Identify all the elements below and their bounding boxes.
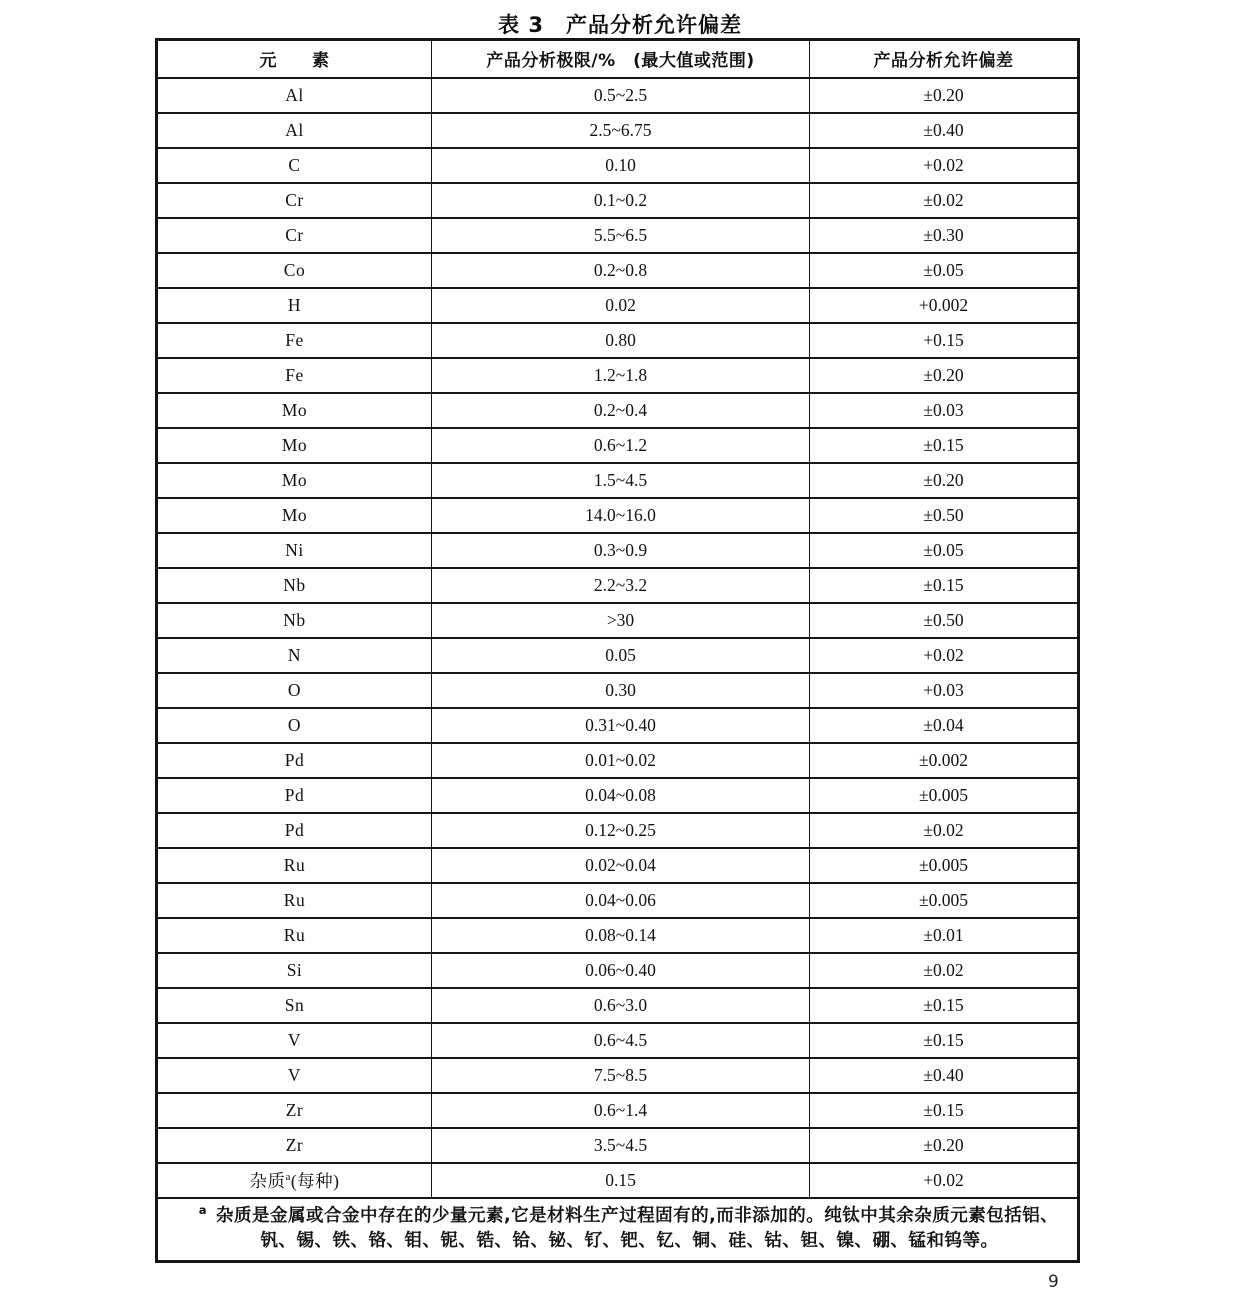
table-row: [157, 78, 1079, 113]
cell-element: [157, 918, 432, 953]
cell-analysis-limit: 0.6~1.2: [432, 428, 810, 463]
cell-permissible-deviation: ±0.15: [810, 1023, 1079, 1058]
table-row: [157, 498, 1079, 533]
element-symbol: Mo: [281, 434, 308, 455]
cell-permissible-deviation: ±0.40: [810, 1058, 1079, 1093]
element-symbol: Si: [286, 959, 303, 980]
header-analysis-limit: 产品分析极限/% (最大值或范围): [432, 40, 810, 78]
cell-element: [157, 393, 432, 428]
cell-element: [157, 673, 432, 708]
cell-permissible-deviation: ±0.20: [810, 78, 1079, 113]
cell-analysis-limit: 7.5~8.5: [432, 1058, 810, 1093]
cell-permissible-deviation: ±0.05: [810, 253, 1079, 288]
table-row: [157, 883, 1079, 918]
cell-analysis-limit: 0.30: [432, 673, 810, 708]
table-row: [157, 813, 1079, 848]
table-row: [157, 253, 1079, 288]
cell-analysis-limit: 2.5~6.75: [432, 113, 810, 148]
cell-element: [157, 1058, 432, 1093]
table-row: [157, 953, 1079, 988]
table-row: [157, 358, 1079, 393]
table-row: [157, 1128, 1079, 1163]
cell-permissible-deviation: ±0.01: [810, 918, 1079, 953]
table-body: [157, 78, 1079, 1198]
cell-element: [157, 1093, 432, 1128]
cell-permissible-deviation: +0.02: [810, 638, 1079, 673]
cell-element: [157, 78, 432, 113]
page-number: 9: [1048, 1272, 1059, 1292]
table-row: [157, 568, 1079, 603]
product-analysis-table: [155, 38, 1080, 1263]
cell-permissible-deviation: ±0.02: [810, 813, 1079, 848]
element-symbol: O: [287, 714, 302, 735]
cell-analysis-limit: 0.80: [432, 323, 810, 358]
cell-analysis-limit: 0.05: [432, 638, 810, 673]
table-row: [157, 638, 1079, 673]
cell-permissible-deviation: ±0.005: [810, 848, 1079, 883]
table-row: [157, 988, 1079, 1023]
cell-permissible-deviation: +0.002: [810, 288, 1079, 323]
element-symbol: Co: [283, 259, 306, 280]
table-row: [157, 1093, 1079, 1128]
cell-element: [157, 1023, 432, 1058]
cell-analysis-limit: 0.02~0.04: [432, 848, 810, 883]
cell-permissible-deviation: ±0.02: [810, 953, 1079, 988]
cell-element: [157, 743, 432, 778]
cell-element: [157, 218, 432, 253]
cell-element: [157, 463, 432, 498]
table-row: [157, 778, 1079, 813]
element-symbol: Ru: [283, 924, 306, 945]
table-row: [157, 428, 1079, 463]
cell-analysis-limit: 0.2~0.4: [432, 393, 810, 428]
cell-permissible-deviation: ±0.05: [810, 533, 1079, 568]
element-symbol: Al: [285, 119, 304, 140]
cell-element: [157, 428, 432, 463]
cell-element: [157, 813, 432, 848]
cell-analysis-limit: 0.31~0.40: [432, 708, 810, 743]
cell-permissible-deviation: ±0.03: [810, 393, 1079, 428]
cell-analysis-limit: 0.04~0.08: [432, 778, 810, 813]
header-element: 元 素: [157, 40, 432, 78]
element-symbol: Fe: [285, 364, 304, 385]
cell-element: [157, 778, 432, 813]
element-symbol: Al: [285, 84, 304, 105]
cell-element: [157, 1163, 432, 1198]
element-symbol: V: [287, 1029, 302, 1050]
cell-element: [157, 288, 432, 323]
element-qualifier: (每种): [290, 1170, 340, 1191]
cell-permissible-deviation: ±0.15: [810, 568, 1079, 603]
cell-analysis-limit: 1.2~1.8: [432, 358, 810, 393]
cell-analysis-limit: 0.08~0.14: [432, 918, 810, 953]
cell-permissible-deviation: +0.03: [810, 673, 1079, 708]
cell-analysis-limit: 0.10: [432, 148, 810, 183]
cell-element: [157, 253, 432, 288]
cell-analysis-limit: 5.5~6.5: [432, 218, 810, 253]
footnote-line-1: [198, 1204, 1059, 1229]
cell-analysis-limit: 14.0~16.0: [432, 498, 810, 533]
cell-element: [157, 988, 432, 1023]
table-row: [157, 1023, 1079, 1058]
element-symbol: Fe: [285, 329, 304, 350]
cell-element: [157, 358, 432, 393]
element-symbol: Mo: [281, 504, 308, 525]
cell-permissible-deviation: +0.15: [810, 323, 1079, 358]
cell-analysis-limit: 0.5~2.5: [432, 78, 810, 113]
cell-element: [157, 183, 432, 218]
element-symbol: Cr: [285, 189, 304, 210]
cell-analysis-limit: 0.15: [432, 1163, 810, 1198]
cell-analysis-limit: 0.6~3.0: [432, 988, 810, 1023]
cell-element: [157, 113, 432, 148]
cell-permissible-deviation: ±0.005: [810, 778, 1079, 813]
cell-analysis-limit: 0.1~0.2: [432, 183, 810, 218]
cell-permissible-deviation: ±0.40: [810, 113, 1079, 148]
footnote-row: [157, 1198, 1079, 1262]
cell-permissible-deviation: ±0.20: [810, 463, 1079, 498]
table-row: [157, 463, 1079, 498]
cell-permissible-deviation: ±0.30: [810, 218, 1079, 253]
footnote-line-2: 钒、锡、铁、铬、钼、铌、锆、铪、铋、钌、钯、钇、铜、硅、钴、钽、镍、硼、锰和钨等。: [260, 1230, 999, 1251]
element-symbol: Pd: [284, 749, 305, 770]
cell-analysis-limit: 0.6~4.5: [432, 1023, 810, 1058]
element-symbol: V: [287, 1064, 302, 1085]
cell-permissible-deviation: ±0.04: [810, 708, 1079, 743]
table-row: [157, 603, 1079, 638]
table-row: [157, 288, 1079, 323]
table-row: [157, 533, 1079, 568]
element-symbol: Pd: [284, 784, 305, 805]
cell-analysis-limit: 0.2~0.8: [432, 253, 810, 288]
cell-permissible-deviation: ±0.15: [810, 1093, 1079, 1128]
cell-element: [157, 883, 432, 918]
cell-element: [157, 953, 432, 988]
element-symbol: Pd: [284, 819, 305, 840]
element-symbol: Ru: [283, 854, 306, 875]
cell-analysis-limit: 0.6~1.4: [432, 1093, 810, 1128]
element-symbol: C: [288, 154, 301, 175]
cell-element: [157, 708, 432, 743]
element-symbol: Nb: [283, 609, 306, 630]
table-row: [157, 393, 1079, 428]
cell-element: [157, 533, 432, 568]
element-footnote-marker: a: [285, 1170, 291, 1183]
element-symbol: Zr: [285, 1099, 304, 1120]
cell-element: [157, 638, 432, 673]
cell-analysis-limit: 0.04~0.06: [432, 883, 810, 918]
element-symbol: Zr: [285, 1134, 304, 1155]
cell-permissible-deviation: +0.02: [810, 1163, 1079, 1198]
cell-permissible-deviation: ±0.20: [810, 358, 1079, 393]
element-symbol: N: [287, 644, 302, 665]
cell-permissible-deviation: ±0.02: [810, 183, 1079, 218]
cell-permissible-deviation: ±0.002: [810, 743, 1079, 778]
element-symbol: Nb: [283, 574, 306, 595]
cell-analysis-limit: 0.02: [432, 288, 810, 323]
cell-permissible-deviation: ±0.50: [810, 498, 1079, 533]
table-row: [157, 743, 1079, 778]
element-symbol: Cr: [285, 224, 304, 245]
cell-element: [157, 568, 432, 603]
footnote-text-1: 杂质是金属或合金中存在的少量元素,它是材料生产过程固有的,而非添加的。纯钛中其余杂质元素包括铝、: [215, 1205, 1059, 1226]
cell-analysis-limit: 0.12~0.25: [432, 813, 810, 848]
element-symbol: O: [287, 679, 302, 700]
cell-analysis-limit: 2.2~3.2: [432, 568, 810, 603]
element-symbol: Ni: [285, 539, 304, 560]
cell-element: [157, 1128, 432, 1163]
table-row: [157, 183, 1079, 218]
table-row: [157, 848, 1079, 883]
table-row: [157, 113, 1079, 148]
cell-permissible-deviation: ±0.50: [810, 603, 1079, 638]
table-row: [157, 323, 1079, 358]
element-symbol: H: [287, 294, 302, 315]
table-title: 表 3 产品分析允许偏差: [498, 13, 742, 37]
cell-permissible-deviation: ±0.20: [810, 1128, 1079, 1163]
cell-permissible-deviation: +0.02: [810, 148, 1079, 183]
table-row: [157, 218, 1079, 253]
element-symbol: Mo: [281, 399, 308, 420]
cell-analysis-limit: 0.01~0.02: [432, 743, 810, 778]
element-symbol: 杂质: [249, 1170, 286, 1191]
element-symbol: Mo: [281, 469, 308, 490]
cell-element: [157, 498, 432, 533]
cell-analysis-limit: 1.5~4.5: [432, 463, 810, 498]
footnote-marker: a: [198, 1202, 207, 1217]
cell-element: [157, 148, 432, 183]
cell-analysis-limit: 0.3~0.9: [432, 533, 810, 568]
header-permissible-deviation: 产品分析允许偏差: [810, 40, 1079, 78]
table-header: [157, 40, 1079, 78]
element-symbol: Ru: [283, 889, 306, 910]
cell-permissible-deviation: ±0.15: [810, 988, 1079, 1023]
table-row: [157, 1058, 1079, 1093]
cell-permissible-deviation: ±0.15: [810, 428, 1079, 463]
cell-element: [157, 603, 432, 638]
cell-permissible-deviation: ±0.005: [810, 883, 1079, 918]
table-row: [157, 148, 1079, 183]
cell-analysis-limit: 0.06~0.40: [432, 953, 810, 988]
table-row: [157, 673, 1079, 708]
header-row: [157, 40, 1079, 78]
table-row: [157, 918, 1079, 953]
element-symbol: Sn: [284, 994, 305, 1015]
cell-element: [157, 323, 432, 358]
cell-analysis-limit: >30: [432, 603, 810, 638]
footnote: [157, 1198, 1079, 1262]
table-row: [157, 1163, 1079, 1198]
table-footer: [157, 1198, 1079, 1262]
table-row: [157, 708, 1079, 743]
cell-analysis-limit: 3.5~4.5: [432, 1128, 810, 1163]
cell-element: [157, 848, 432, 883]
